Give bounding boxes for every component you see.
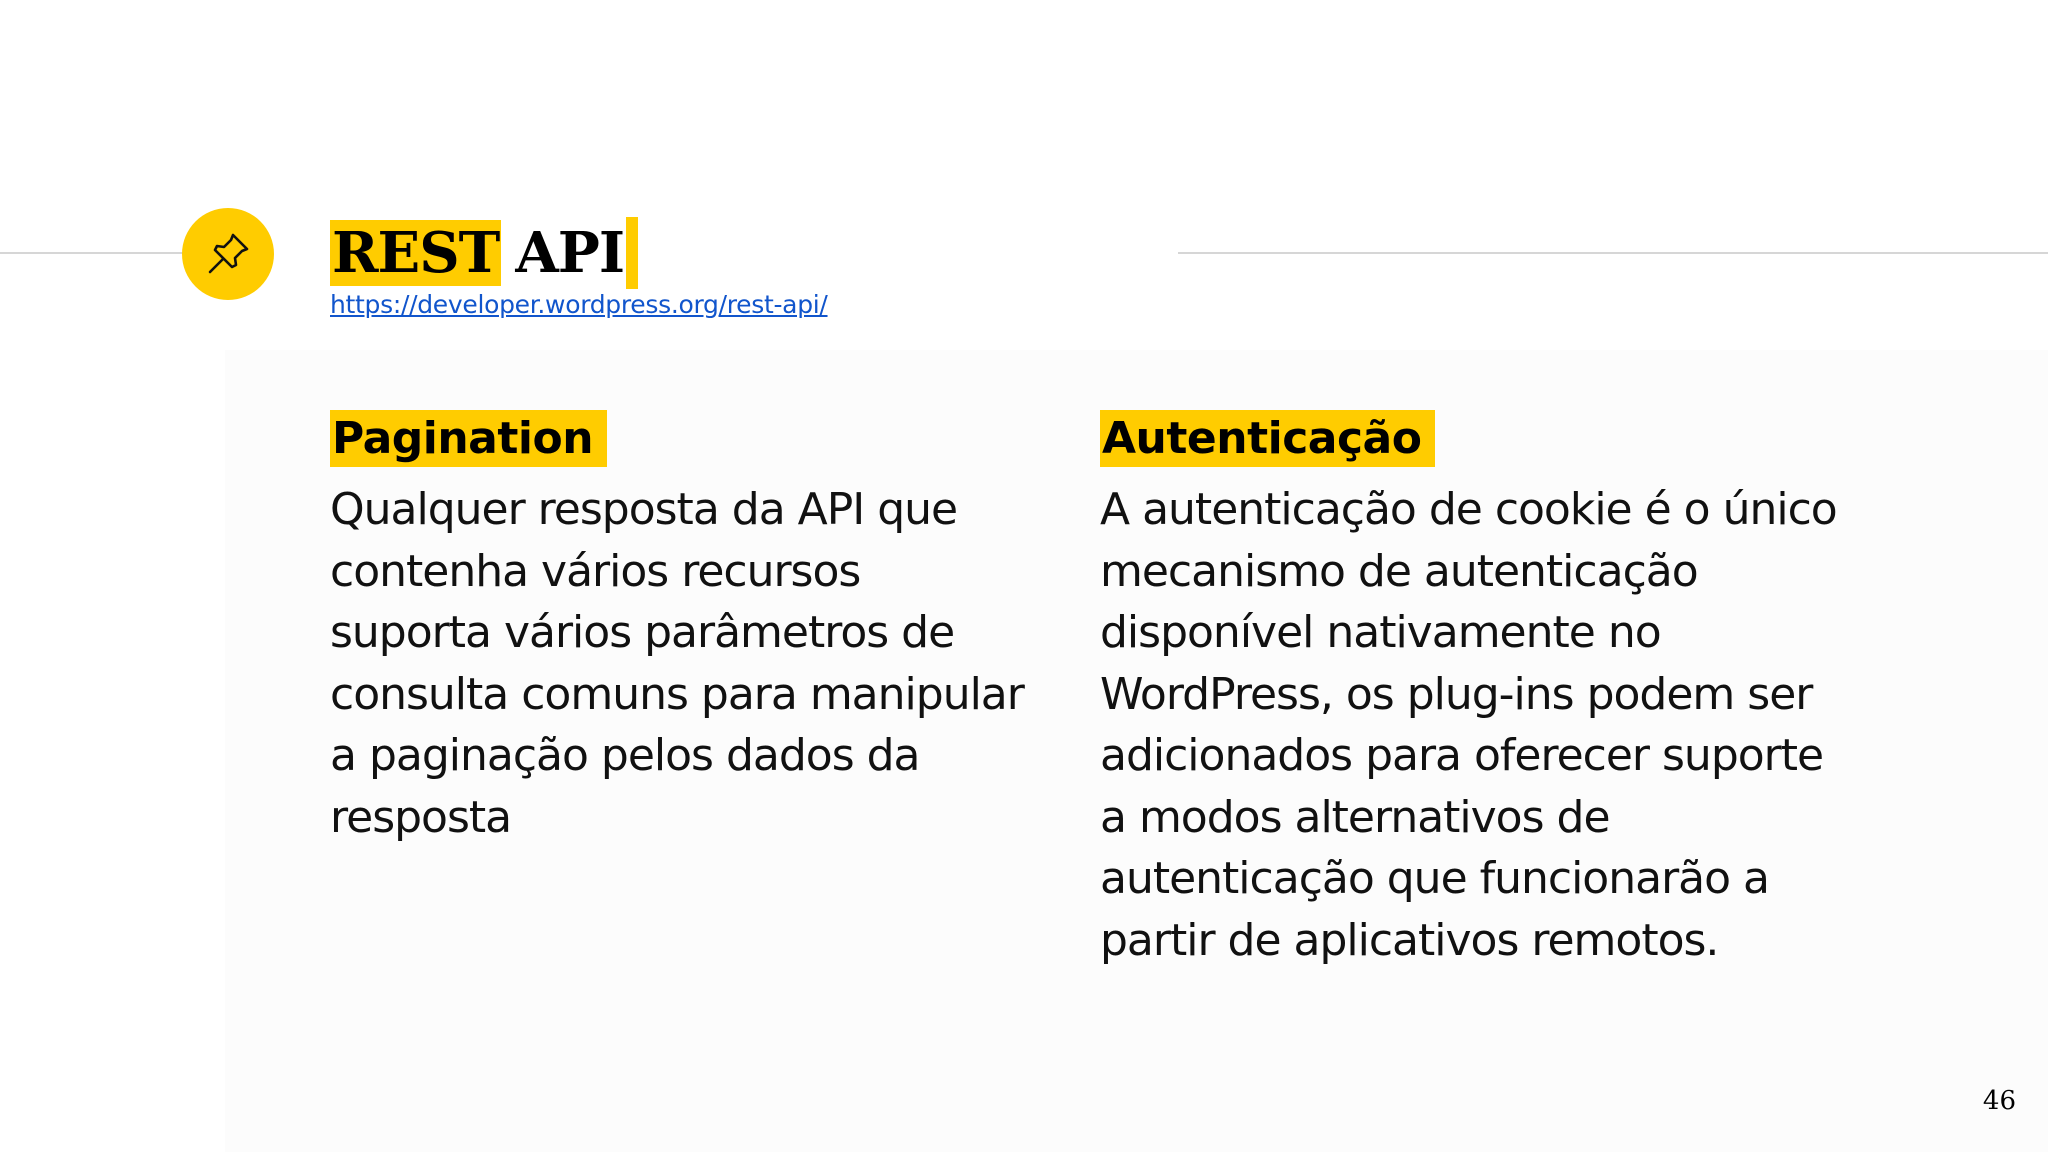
body-line: consulta comuns para manipular: [330, 668, 1024, 720]
body-line: adicionados para oferecer suporte: [1100, 730, 1824, 781]
divider-line-left: [0, 252, 190, 254]
authentication-body: [1100, 479, 1910, 971]
body-line: resposta: [330, 791, 512, 843]
title-highlight: REST: [332, 220, 500, 286]
page-number: 46: [1982, 1086, 2016, 1116]
title-highlight-tail: [626, 217, 638, 289]
body-line: mecanismo de autenticação: [1100, 545, 1698, 597]
body-line: suporta vários parâmetros de: [330, 607, 955, 658]
pagination-column: [330, 410, 1060, 848]
slide-title: [330, 217, 638, 289]
divider-line-right: [1178, 252, 2048, 254]
rest-api-link[interactable]: https://developer.wordpress.org/rest-api/: [330, 290, 828, 319]
body-line: WordPress, os plug-ins podem ser: [1100, 668, 1813, 720]
body-line: contenha vários recursos: [330, 545, 861, 597]
authentication-heading: Autenticação: [1100, 410, 1435, 467]
title-rest: API: [515, 220, 625, 286]
body-line: a modos alternativos de: [1100, 791, 1610, 843]
pushpin-icon: [182, 208, 274, 300]
body-line: autenticação que funcionarão a: [1100, 853, 1769, 904]
pagination-heading: Pagination: [330, 410, 607, 467]
body-line: Qualquer resposta da API que: [330, 484, 958, 535]
body-line: disponível nativamente no: [1100, 607, 1661, 658]
pagination-body: [330, 479, 1060, 848]
body-line: a paginação pelos dados da: [330, 730, 920, 781]
body-line: A autenticação de cookie é o único: [1100, 484, 1837, 535]
authentication-column: [1100, 410, 1910, 971]
body-line: partir de aplicativos remotos.: [1100, 914, 1719, 966]
